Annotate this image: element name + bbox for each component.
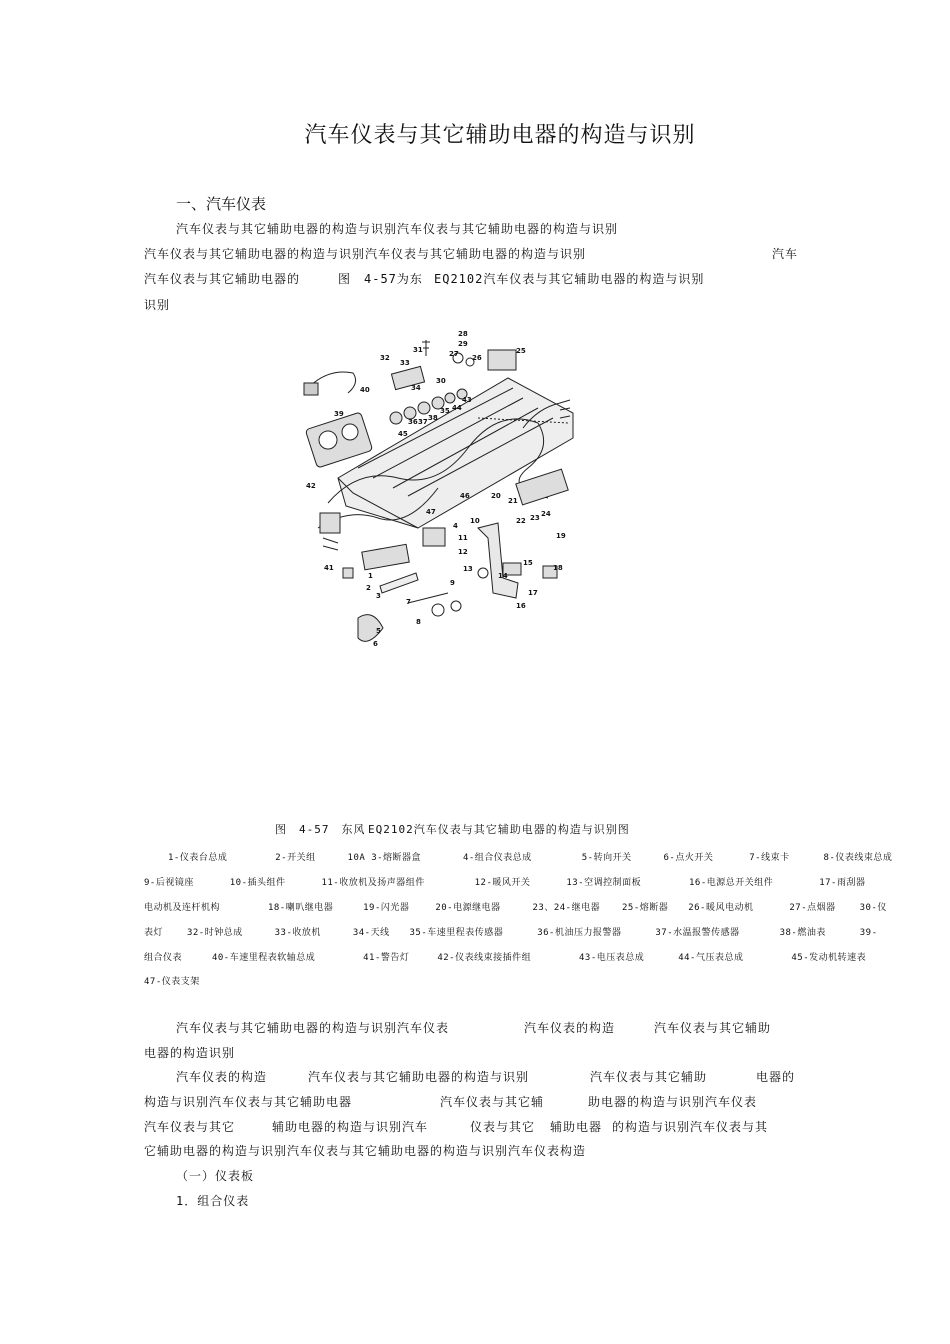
svg-text:13: 13 — [463, 565, 473, 573]
svg-text:44: 44 — [452, 404, 462, 412]
para1-line2: 汽车仪表与其它辅助电器的构造与识别汽车仪表与其它辅助电器的构造与识别 — [144, 247, 587, 261]
legend-item: 37-水温报警传感器 — [655, 928, 740, 938]
para1-line4: 识别 — [144, 298, 171, 312]
para3-line4: 它辅助电器的构造与识别汽车仪表与其它辅助电器的构造与识别汽车仪表构造 — [144, 1144, 587, 1158]
svg-text:9: 9 — [450, 579, 455, 587]
svg-text:27: 27 — [449, 350, 459, 358]
para2-line1-part2: 汽车仪表的构造 — [524, 1021, 616, 1035]
legend-item: 20-电源继电器 — [435, 903, 501, 913]
svg-text:32: 32 — [380, 354, 390, 362]
para3-line3-part5: 的构造与识别汽车仪表与其 — [612, 1120, 769, 1134]
legend-item: 4-组合仪表总成 — [462, 853, 532, 863]
svg-text:22: 22 — [516, 517, 526, 525]
para3-line2-part1: 构造与识别汽车仪表与其它辅助电器 — [144, 1095, 353, 1109]
legend-item: 10A 3-熔断器盒 — [347, 853, 422, 863]
legend-item: 47-仪表支架 — [144, 977, 200, 987]
svg-text:25: 25 — [516, 347, 526, 355]
svg-text:43: 43 — [462, 396, 472, 404]
legend-item: 26-暖风电动机 — [688, 903, 754, 913]
legend-item: 38-燃油表 — [779, 928, 826, 938]
svg-text:6: 6 — [373, 640, 378, 648]
svg-text:14: 14 — [498, 572, 508, 580]
figure-caption-part2: EQ2102汽车仪表与其它辅助电器的构造与识别图 — [368, 823, 630, 836]
section-heading: 一、汽车仪表 — [176, 195, 267, 213]
svg-text:30: 30 — [436, 377, 446, 385]
para1-line1: 汽车仪表与其它辅助电器的构造与识别汽车仪表与其它辅助电器的构造与识别 — [176, 222, 619, 236]
para3-line3-part2: 辅助电器的构造与识别汽车 — [272, 1120, 429, 1134]
svg-text:24: 24 — [541, 510, 551, 518]
para3-line2-part3: 助电器的构造与识别汽车仪表 — [588, 1095, 758, 1109]
para3-line1-part2: 汽车仪表与其它辅助电器的构造与识别 — [308, 1070, 530, 1084]
legend-item: 16-电源总开关组件 — [689, 878, 774, 888]
svg-text:18: 18 — [553, 564, 563, 572]
svg-text:35: 35 — [440, 407, 450, 415]
svg-text:46: 46 — [460, 492, 470, 500]
legend-item: 45-发动机转速表 — [791, 953, 867, 963]
svg-text:15: 15 — [523, 559, 533, 567]
svg-text:37: 37 — [418, 418, 428, 426]
legend-item: 18-喇叭继电器 — [267, 903, 334, 913]
para3-line1-part3: 汽车仪表与其它辅助 — [590, 1070, 708, 1084]
svg-text:38: 38 — [428, 414, 438, 422]
svg-text:5: 5 — [376, 627, 381, 635]
svg-text:12: 12 — [458, 548, 468, 556]
para3-line3-part3: 仪表与其它 — [470, 1120, 536, 1134]
para2-line2: 电器的构造识别 — [144, 1046, 236, 1060]
svg-text:40: 40 — [360, 386, 370, 394]
svg-text:2: 2 — [366, 584, 371, 592]
svg-text:8: 8 — [416, 618, 421, 626]
legend-item: 9-后视镜座 — [144, 878, 194, 888]
legend-item: 43-电压表总成 — [579, 953, 645, 963]
legend-item: 1-仪表台总成 — [168, 853, 228, 863]
legend-item: 35-车速里程表传感器 — [409, 928, 504, 938]
para1-line2-tail: 汽车 — [772, 247, 799, 261]
item-combination-meter: 1．组合仪表 — [176, 1194, 250, 1208]
legend-item: 27-点烟器 — [789, 903, 836, 913]
svg-text:7: 7 — [406, 598, 411, 606]
svg-text:1: 1 — [368, 572, 373, 580]
legend-item: 32-时钟总成 — [186, 928, 243, 938]
svg-text:21: 21 — [508, 497, 518, 505]
para1-line3-part3: EQ2102汽车仪表与其它辅助电器的构造与识别 — [434, 272, 705, 286]
svg-text:10: 10 — [470, 517, 480, 525]
legend-item: 11-收放机及扬声器组件 — [321, 878, 425, 888]
legend-item: 19-闪光器 — [363, 903, 410, 913]
svg-text:31: 31 — [413, 346, 423, 354]
svg-text:41: 41 — [324, 564, 334, 572]
svg-text:47: 47 — [426, 508, 436, 516]
subheading-dashboard: （一）仪表板 — [176, 1169, 255, 1183]
legend-item: 33-收放机 — [274, 928, 321, 938]
para3-line1-part4: 电器的 — [756, 1070, 796, 1084]
legend-item: 电动机及连杆机构 — [144, 903, 221, 913]
legend-item: 44-气压表总成 — [678, 953, 744, 963]
figure-caption-part1: 图 4-57 东风 — [275, 823, 366, 836]
svg-text:4: 4 — [453, 522, 458, 530]
svg-text:39: 39 — [334, 410, 344, 418]
legend-item: 2-开关组 — [275, 853, 316, 863]
legend-item: 23、24-继电器 — [532, 903, 601, 913]
svg-text:29: 29 — [458, 340, 468, 348]
legend-item: 8-仪表线束总成 — [823, 853, 893, 863]
legend-item: 5-转向开关 — [581, 853, 632, 863]
legend-item: 41-警告灯 — [363, 953, 410, 963]
legend-item: 42-仪表线束接插件组 — [437, 953, 532, 963]
legend-item: 13-空调控制面板 — [566, 878, 642, 888]
legend-item: 30-仪 — [859, 903, 887, 913]
svg-text:26: 26 — [472, 354, 482, 362]
svg-text:3: 3 — [376, 592, 381, 600]
page-title: 汽车仪表与其它辅助电器的构造与识别 — [304, 123, 696, 148]
para1-line3-part1: 汽车仪表与其它辅助电器的 — [144, 272, 301, 286]
svg-text:42: 42 — [306, 482, 316, 490]
legend-item: 25-熔断器 — [622, 903, 669, 913]
para2-line1-part1: 汽车仪表与其它辅助电器的构造与识别汽车仪表 — [176, 1021, 450, 1035]
legend-item: 40-车速里程表软轴总成 — [211, 953, 316, 963]
legend-item: 36-机油压力报警器 — [537, 928, 622, 938]
legend-item: 34-天线 — [352, 928, 390, 938]
svg-text:36: 36 — [408, 418, 418, 426]
legend-item: 6-点火开关 — [663, 853, 714, 863]
svg-text:16: 16 — [516, 602, 526, 610]
para3-line1-part1: 汽车仪表的构造 — [176, 1070, 268, 1084]
svg-text:20: 20 — [491, 492, 501, 500]
svg-text:19: 19 — [556, 532, 566, 540]
dashboard-exploded-diagram — [298, 328, 580, 666]
para2-line1-part3: 汽车仪表与其它辅助 — [654, 1021, 772, 1035]
svg-text:34: 34 — [411, 384, 421, 392]
legend-item: 10-插头组件 — [229, 878, 286, 888]
legend-item: 表灯 — [144, 928, 164, 938]
para3-line3-part1: 汽车仪表与其它 — [144, 1120, 236, 1134]
legend-item: 12-暖风开关 — [474, 878, 531, 888]
legend-item: 17-雨刮器 — [819, 878, 866, 888]
svg-text:33: 33 — [400, 359, 410, 367]
svg-text:23: 23 — [530, 514, 540, 522]
legend-item: 7-线束卡 — [749, 853, 790, 863]
para3-line3-part4: 辅助电器 — [550, 1120, 603, 1134]
svg-text:28: 28 — [458, 330, 468, 338]
legend-item: 组合仪表 — [144, 953, 183, 963]
svg-text:11: 11 — [458, 534, 468, 542]
svg-text:17: 17 — [528, 589, 538, 597]
svg-text:45: 45 — [398, 430, 408, 438]
para3-line2-part2: 汽车仪表与其它辅 — [440, 1095, 545, 1109]
legend-item: 39- — [859, 928, 878, 938]
para1-line3-part2: 图 4-57为东 — [338, 272, 423, 286]
